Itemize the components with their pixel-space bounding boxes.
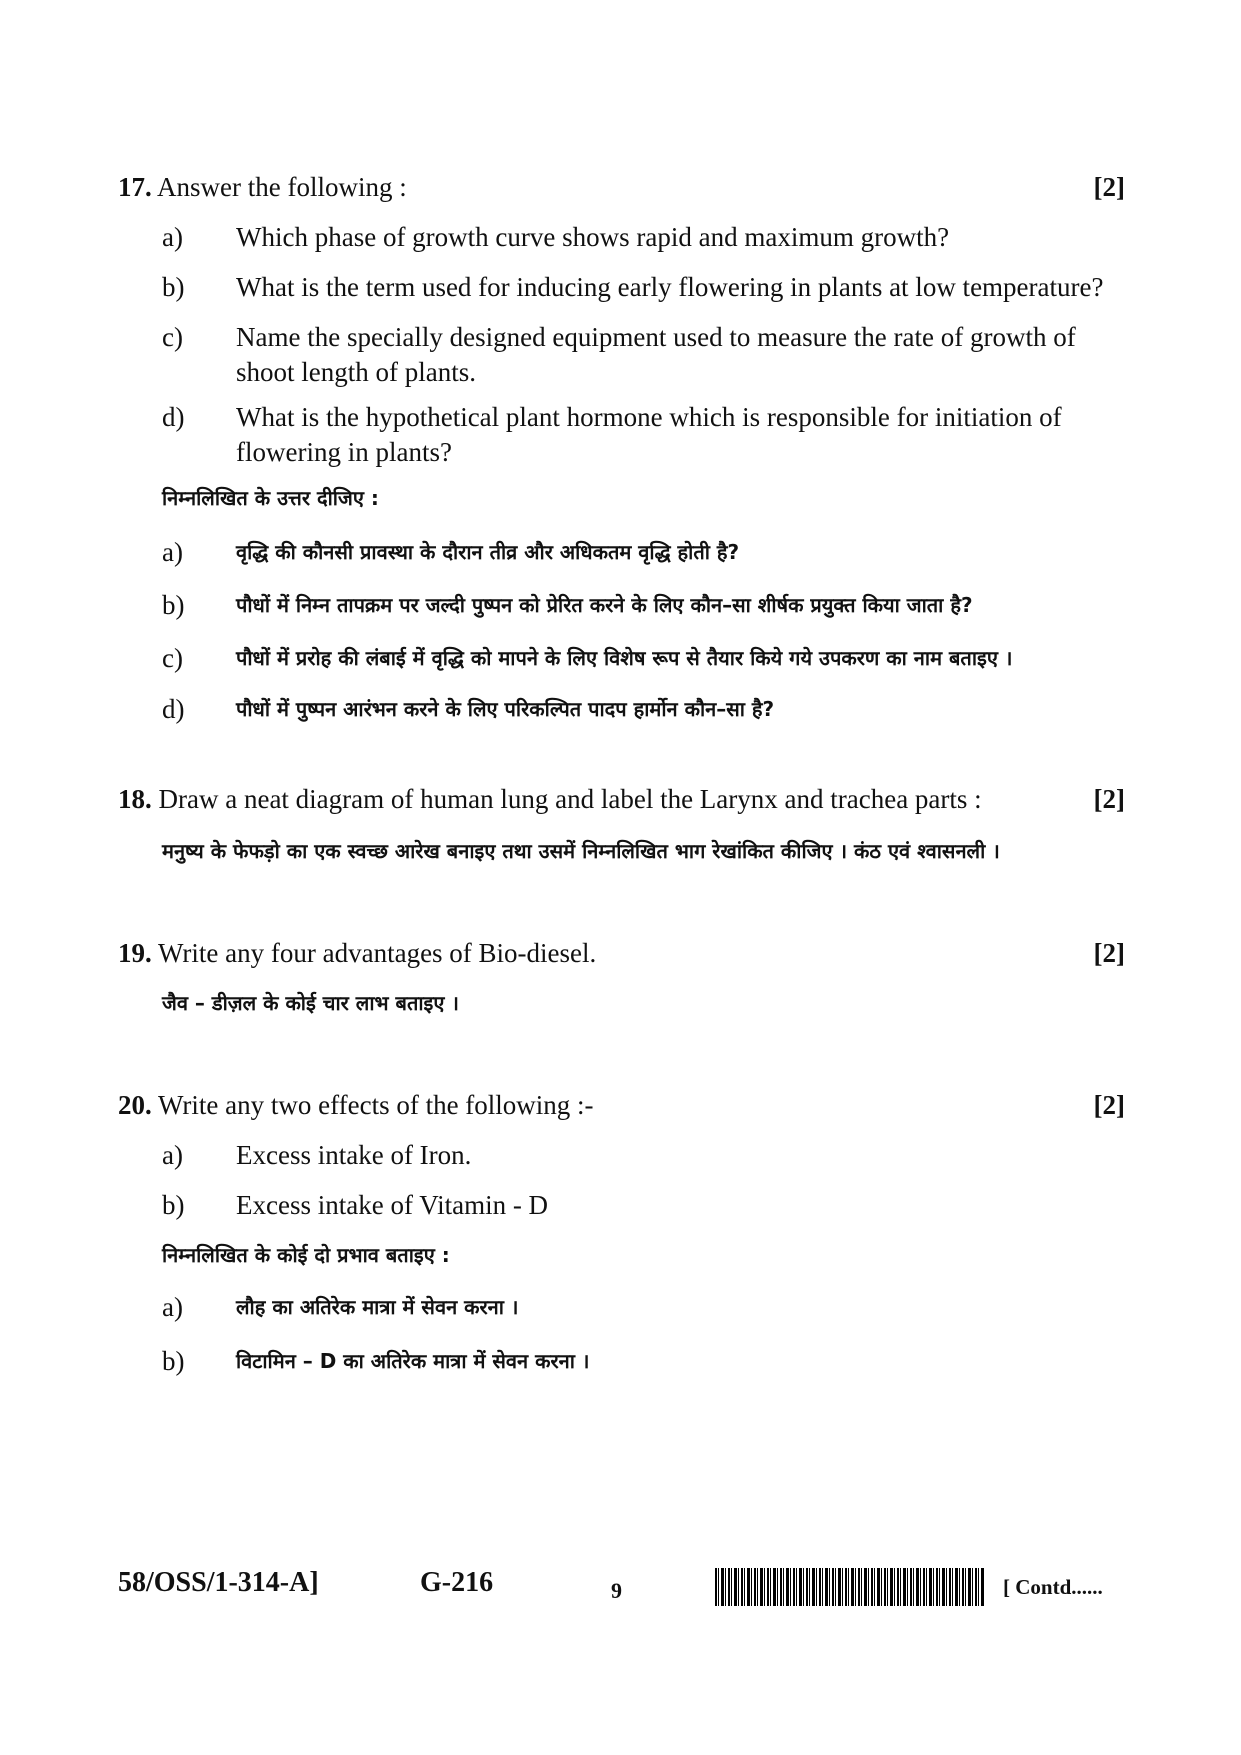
question-number: 18. (118, 784, 152, 814)
question-17-hindi-option-d (162, 692, 1142, 726)
question-17-option-d (162, 400, 1125, 470)
option-label: c) (162, 643, 183, 673)
question-number: 19. (118, 938, 152, 968)
option-text: What is the term used for inducing early flowering in plants at low temperature? (236, 272, 1104, 302)
option-text: पौधों में पुष्पन आरंभन करने के लिए परिकल्पित पादप हार्मोन कौन–सा है? (236, 697, 775, 721)
question-text: Draw a neat diagram of human lung and label the Larynx and trachea parts : (158, 784, 982, 814)
question-text: Answer the following : (157, 172, 407, 202)
marks: [2] (1093, 784, 1125, 814)
option-label: b) (162, 272, 185, 302)
question-20-hindi-option-a (162, 1290, 1142, 1324)
question-17-hindi-heading: निम्नलिखित के उत्तर दीजिए : (162, 486, 379, 510)
option-label: d) (162, 694, 185, 724)
continued-label: [ Contd...... (1003, 1575, 1103, 1599)
option-text: पौधों में प्ररोह की लंबाई में वृद्धि को मापने के लिए विशेष रूप से तैयार किये गये उपकरण का नाम बताइए । (236, 646, 1013, 670)
option-label: a) (162, 1292, 183, 1322)
question-17-option-a (162, 220, 1125, 255)
option-label: d) (162, 402, 185, 432)
option-label: b) (162, 1346, 185, 1376)
marks: [2] (1093, 1090, 1125, 1120)
option-text: विटामिन – D का अतिरेक मात्रा में सेवन करना । (236, 1349, 590, 1373)
question-17-option-b (162, 270, 1125, 305)
option-label: b) (162, 1190, 185, 1220)
option-text: Which phase of growth curve shows rapid and maximum growth? (236, 222, 950, 252)
question-17-option-c (162, 320, 1125, 390)
question-number: 17. (118, 172, 152, 202)
question-text: Write any two effects of the following :- (158, 1090, 594, 1120)
paper-code: 58/OSS/1-314-A] (118, 1567, 319, 1598)
question-19-heading (118, 936, 1125, 970)
question-17-heading (118, 170, 1125, 204)
option-label: a) (162, 222, 183, 252)
marks: [2] (1093, 172, 1125, 202)
option-text: लौह का अतिरेक मात्रा में सेवन करना । (236, 1295, 519, 1319)
option-text: Excess intake of Vitamin - D (236, 1190, 549, 1220)
option-text: What is the hypothetical plant hormone which is responsible for initiation of flowering in plants? (236, 402, 1062, 467)
question-20-option-a (162, 1138, 1125, 1173)
option-label: b) (162, 590, 185, 620)
option-text: Excess intake of Iron. (236, 1140, 472, 1170)
paper-series: G-216 (420, 1567, 494, 1598)
option-label: a) (162, 537, 183, 567)
barcode (715, 1568, 985, 1606)
question-number: 20. (118, 1090, 152, 1120)
question-17-hindi-option-c (162, 641, 1142, 675)
question-20-hindi-heading: निम्नलिखित के कोई दो प्रभाव बताइए : (162, 1243, 450, 1267)
option-label: a) (162, 1140, 183, 1170)
question-18-hindi-text: मनुष्य के फेफड़ो का एक स्वच्छ आरेख बनाइए तथा उसमें निम्नलिखित भाग रेखांकित कीजिए । कंठ एवं श्वासनली । (162, 839, 1000, 863)
question-19-hindi-text: जैव – डीज़ल के कोई चार लाभ बताइए । (162, 991, 459, 1015)
option-text: वृद्धि की कौनसी प्रावस्था के दौरान तीव्र और अधिकतम वृद्धि होती है? (236, 540, 740, 564)
question-18-heading (118, 782, 1125, 816)
question-17-hindi-option-b (162, 588, 1142, 622)
option-text: पौधों में निम्न तापक्रम पर जल्दी पुष्पन को प्रेरित करने के लिए कौन–सा शीर्षक प्रयुक्त किया जाता है? (236, 593, 973, 617)
question-text: Write any four advantages of Bio-diesel. (158, 938, 597, 968)
question-20-hindi-option-b (162, 1344, 1142, 1378)
page-number: 9 (611, 1578, 622, 1603)
marks: [2] (1093, 938, 1125, 968)
option-text: Name the specially designed equipment used to measure the rate of growth of shoot length of plants. (236, 322, 1076, 387)
option-label: c) (162, 322, 183, 352)
question-20-heading (118, 1088, 1125, 1122)
question-20-option-b (162, 1188, 1125, 1223)
question-17-hindi-option-a (162, 535, 1142, 569)
